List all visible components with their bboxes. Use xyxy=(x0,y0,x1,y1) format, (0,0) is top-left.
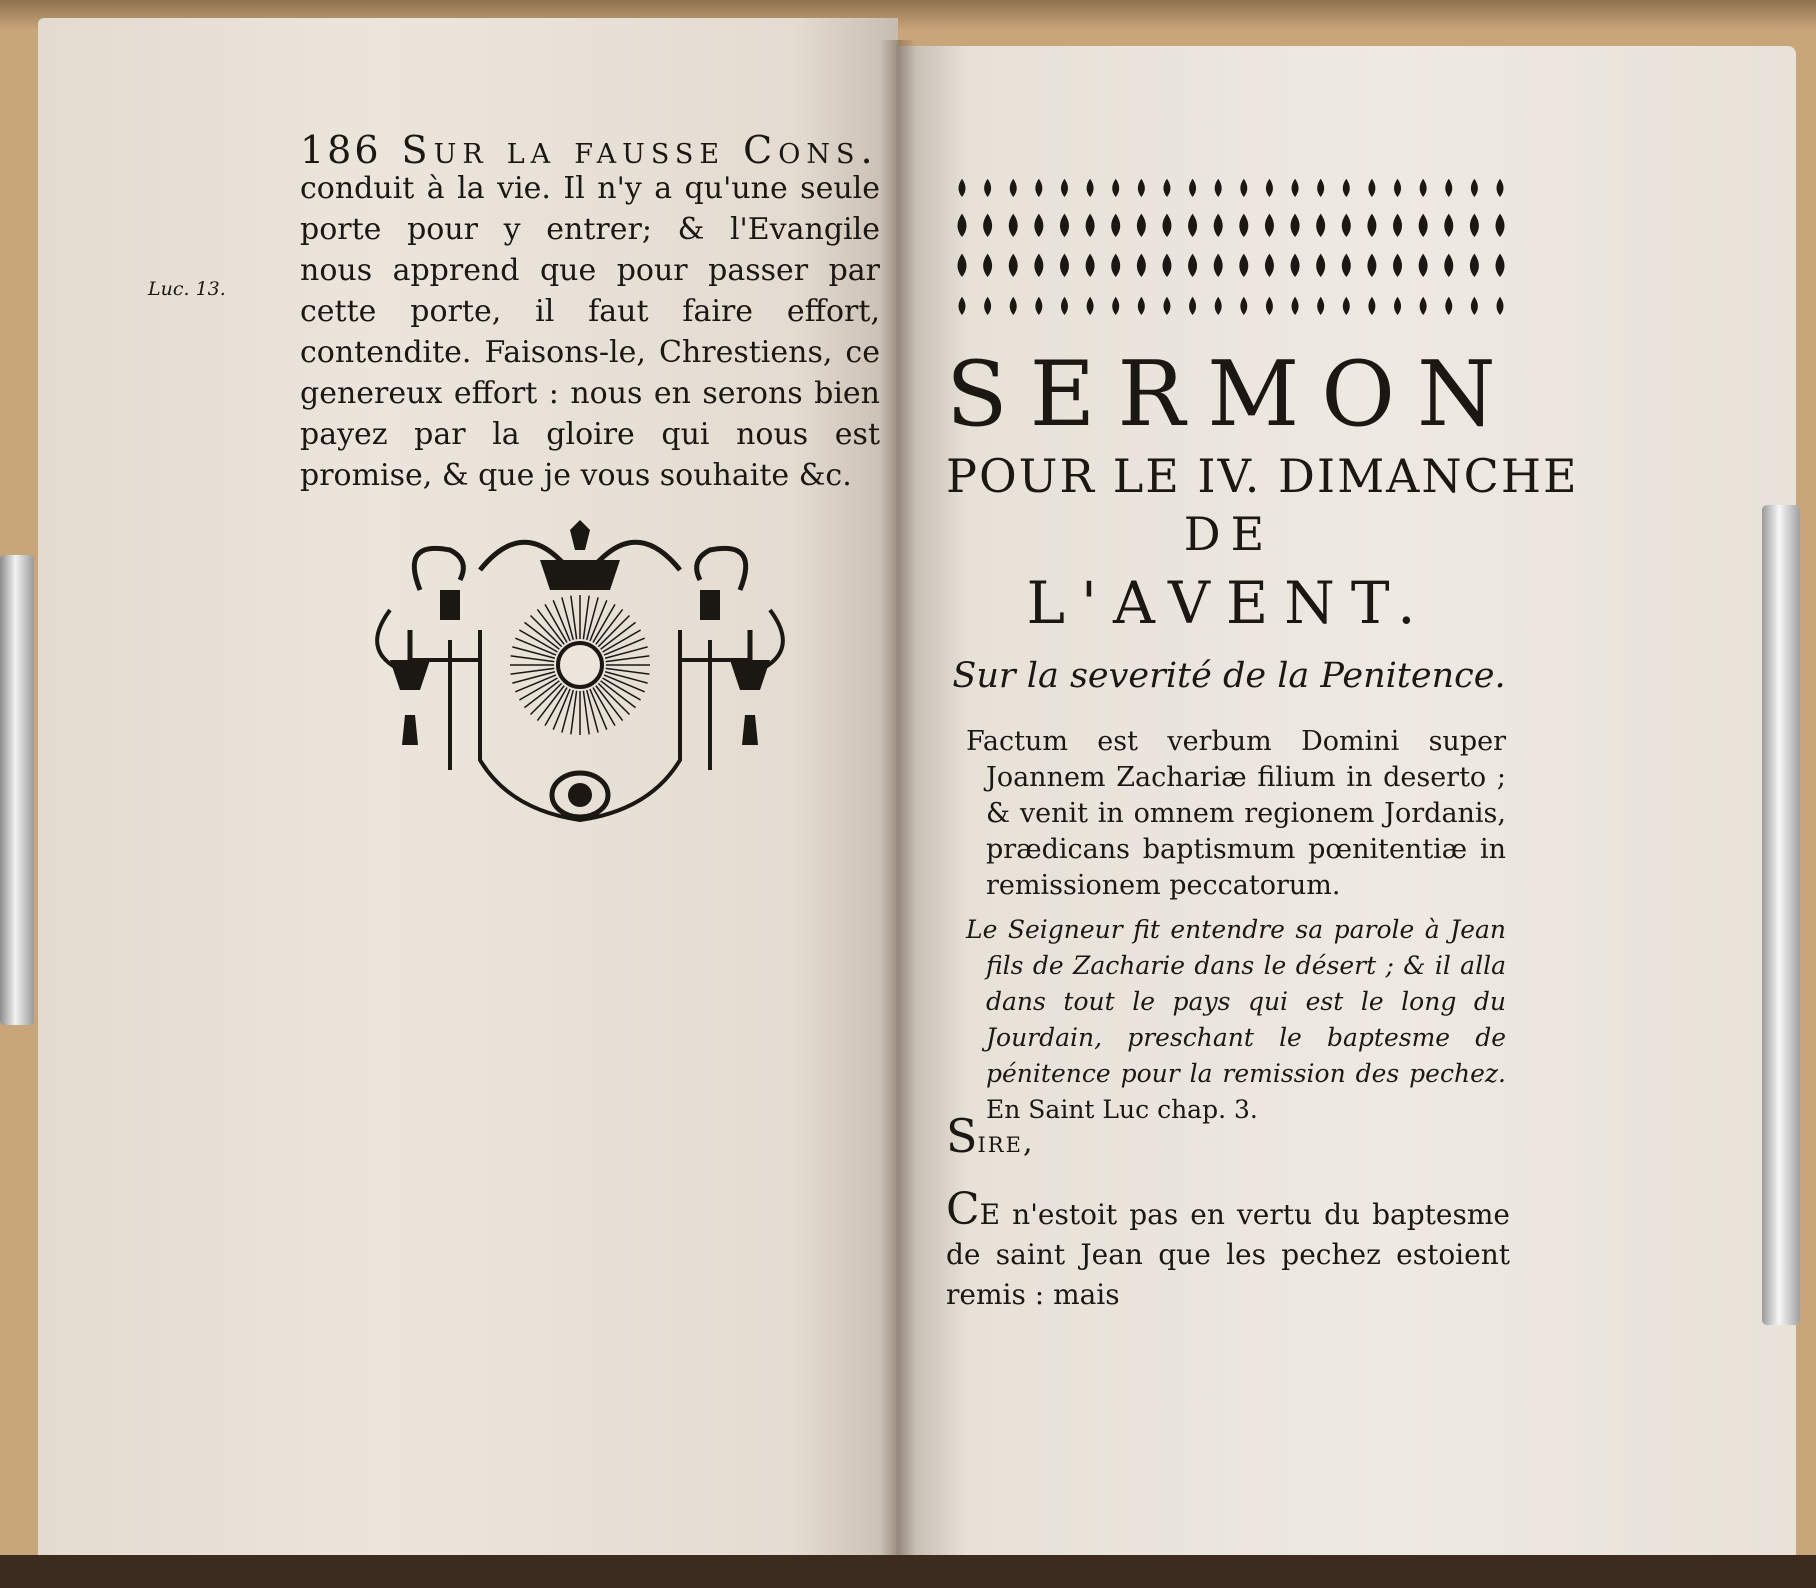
french-text: Le Seigneur fit entendre sa parole à Jean fils de Zacharie dans le désert ; & il alla dans tout le pays qui est le long du Jourdain, preschant le baptesme de pénitence pour la remission des pechez. xyxy=(966,915,1506,1088)
ornament-flower xyxy=(1086,214,1095,237)
ornament-flower xyxy=(1137,214,1146,237)
left-paragraph: conduit à la vie. Il n'y a qu'une seule porte pour y entrer; & l'Evangile nous apprend que pour passer par cette porte, il faut faire effort, contendite. Faisons-le, Chrestiens, ce genereux effort : nous en serons bien payez par la gloire qui nous est promise, & que je vous souhaite &c. xyxy=(300,171,880,493)
ornament-flower xyxy=(1061,179,1068,197)
ornament-flower xyxy=(1010,297,1017,315)
floral-headpiece-icon xyxy=(950,176,1512,326)
ornament-flower xyxy=(1060,214,1069,237)
ornament-flower xyxy=(1367,254,1376,277)
ornament-flower xyxy=(1162,254,1171,277)
ornament-flower xyxy=(1470,214,1479,237)
sunburst-vignette-icon xyxy=(360,520,800,850)
ornament-flower xyxy=(1035,297,1042,315)
ornament-flower xyxy=(1035,179,1042,197)
ornament-flower xyxy=(1394,297,1401,315)
ornament-flower xyxy=(1445,297,1452,315)
ornament-flower xyxy=(1316,254,1325,277)
ornament-flower xyxy=(1497,297,1504,315)
ornament-flower xyxy=(1419,254,1428,277)
ornament-flower xyxy=(1010,179,1017,197)
ornament-flower xyxy=(1240,179,1247,197)
ornament-flower xyxy=(1189,179,1196,197)
ornament-flower xyxy=(1112,179,1119,197)
ornament-flower xyxy=(1086,254,1095,277)
ornament-flower xyxy=(1162,214,1171,237)
ornament-flower xyxy=(1061,297,1068,315)
ornament-flower xyxy=(1444,214,1453,237)
ornament-flower xyxy=(1214,254,1223,277)
ornament-flower xyxy=(1292,297,1299,315)
ornament-flower xyxy=(1342,254,1351,277)
ornament-flower xyxy=(984,179,991,197)
running-head xyxy=(300,128,880,172)
ornament-flower xyxy=(1138,179,1145,197)
ornament-flower xyxy=(1138,297,1145,315)
ornament-flower xyxy=(1163,179,1170,197)
page-number: 186 xyxy=(300,128,382,172)
sermon-title: SERMON xyxy=(946,342,1518,447)
ornament-flower xyxy=(1291,214,1300,237)
ornament-flower xyxy=(1266,179,1273,197)
ornament-flower xyxy=(1394,179,1401,197)
left-body-text xyxy=(300,168,880,496)
ornament-flower xyxy=(1111,214,1120,237)
ornament-flower xyxy=(1137,254,1146,277)
ornament-flower xyxy=(1215,297,1222,315)
ornament-flower xyxy=(1214,214,1223,237)
opening-text-block xyxy=(946,1184,1510,1315)
scripture-reference: En Saint Luc chap. 3. xyxy=(986,1095,1258,1124)
ornament-flower xyxy=(1009,214,1018,237)
ornament-flower xyxy=(1420,297,1427,315)
ornament-flower xyxy=(1215,179,1222,197)
ornament-flower xyxy=(1496,214,1505,237)
margin-note: Luc. 13. xyxy=(148,278,226,300)
ornament-flower xyxy=(1470,254,1479,277)
ornament-flower xyxy=(1444,254,1453,277)
ornament-flower xyxy=(1471,179,1478,197)
ornament-flower xyxy=(1266,297,1273,315)
ornament-flower xyxy=(1265,214,1274,237)
title-line-1: POUR LE IV. DIMANCHE xyxy=(946,449,1579,503)
ornament-flower xyxy=(1445,179,1452,197)
ornament-flower xyxy=(1240,297,1247,315)
ornament-flower xyxy=(1087,297,1094,315)
ornament-flower xyxy=(1420,179,1427,197)
ornament-flower xyxy=(1034,214,1043,237)
ornament-flower xyxy=(1034,254,1043,277)
salutation-rest: ire, xyxy=(977,1125,1035,1160)
ornament-flower xyxy=(1239,214,1248,237)
ornament-flower xyxy=(958,254,967,277)
ornament-flower xyxy=(1497,179,1504,197)
ornament-flower xyxy=(1292,179,1299,197)
ornament-flower xyxy=(1087,179,1094,197)
ornament-flower xyxy=(984,297,991,315)
ornament-flower xyxy=(1471,297,1478,315)
salutation xyxy=(946,1106,1035,1173)
ornament-flower xyxy=(959,297,966,315)
opening-initial: C xyxy=(946,1184,980,1235)
title-line-3: L'AVENT. xyxy=(1026,569,1432,637)
ornament-flower xyxy=(1163,297,1170,315)
ornament-flower xyxy=(1112,297,1119,315)
ornament-flower xyxy=(1342,214,1351,237)
latin-epigraph xyxy=(966,724,1506,904)
french-paragraph xyxy=(966,912,1506,1128)
ornament-flower xyxy=(1368,179,1375,197)
ornament-flower xyxy=(1189,297,1196,315)
ornament-flower xyxy=(1265,254,1274,277)
ornament-flower xyxy=(959,179,966,197)
salutation-initial: S xyxy=(946,1109,978,1163)
ornament-flower xyxy=(1368,297,1375,315)
ornament-flower xyxy=(1188,214,1197,237)
opening-paragraph xyxy=(946,1184,1510,1315)
ornament-flower xyxy=(1009,254,1018,277)
ornament-flower xyxy=(1419,214,1428,237)
ornament-flower xyxy=(1393,214,1402,237)
ornament-flower xyxy=(958,214,967,237)
ornament-flower xyxy=(1367,214,1376,237)
ornament-flower xyxy=(1393,254,1402,277)
ornament-flower xyxy=(1343,179,1350,197)
page-clip-left xyxy=(0,555,34,1025)
opening-text: E n'estoit pas en vertu du baptesme de saint Jean que les pechez estoient remis : mais xyxy=(946,1198,1510,1311)
page-clip-right xyxy=(1762,505,1800,1325)
running-head-title: Sur la fausse Cons. xyxy=(401,128,879,172)
title-line-2: DE xyxy=(1183,507,1275,561)
ornament-flower xyxy=(1239,254,1248,277)
ornament-flower xyxy=(1496,254,1505,277)
ornament-flower xyxy=(1317,179,1324,197)
sermon-subtitle: Sur la severité de la Penitence. xyxy=(952,656,1506,696)
ornament-flower xyxy=(1060,254,1069,277)
ornament-flower xyxy=(983,254,992,277)
ornament-flower xyxy=(983,214,992,237)
ornament-flower xyxy=(1317,297,1324,315)
book-gutter xyxy=(880,40,916,1558)
ornament-flower xyxy=(1316,214,1325,237)
latin-paragraph: Factum est verbum Domini super Joannem Zachariæ filium in deserto ; & venit in omnem regionem Jordanis, prædicans baptismum pœnitentiæ in remissionem peccatorum. xyxy=(966,726,1506,901)
background-binding-bottom xyxy=(0,1555,1816,1588)
ornament-flower xyxy=(1343,297,1350,315)
french-translation xyxy=(966,912,1506,1128)
ornament-flower xyxy=(1188,254,1197,277)
ornament-flower xyxy=(1111,254,1120,277)
ornament-flower xyxy=(1291,254,1300,277)
